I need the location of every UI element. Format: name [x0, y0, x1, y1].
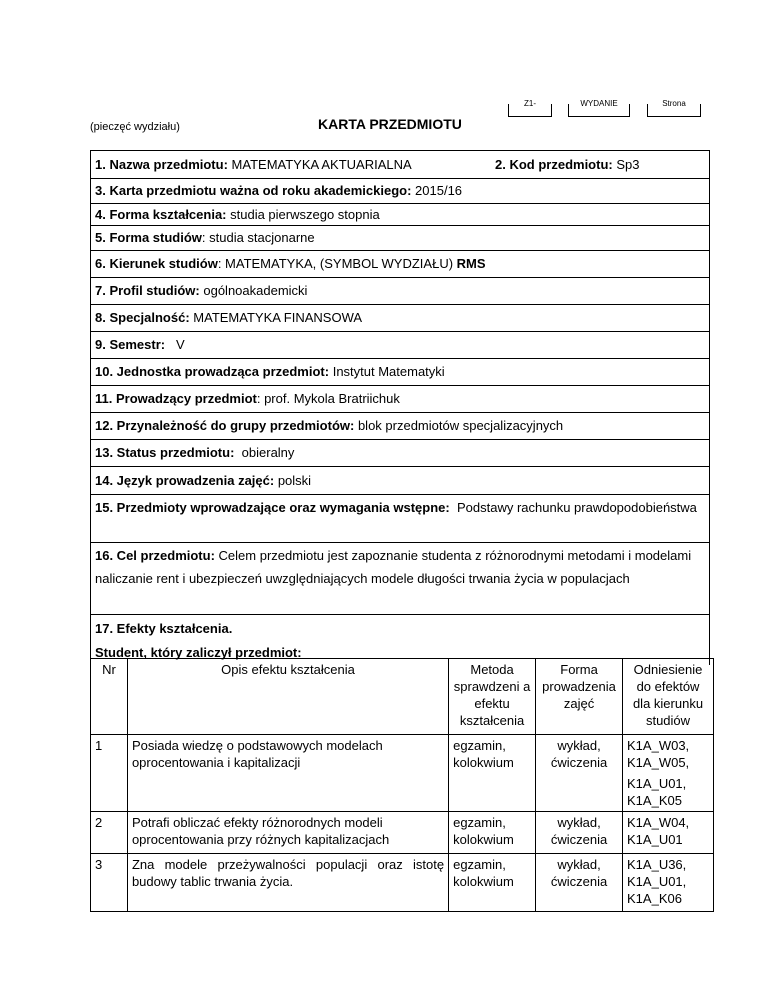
field-11-value: : prof. Mykola Bratriichuk	[256, 391, 400, 406]
field-3-value: 2015/16	[415, 183, 463, 198]
row-3-reference: K1A_U36, K1A_U01, K1A_K06	[623, 854, 714, 912]
field-language	[91, 467, 709, 495]
field-semester	[91, 332, 709, 359]
field-valid-year	[91, 179, 709, 204]
field-education-form	[91, 204, 709, 226]
field-12-label: 12. Przynależność do grupy przedmiotów:	[95, 418, 355, 433]
field-8-label: 8. Specjalność:	[95, 310, 190, 325]
header-box-code	[508, 99, 552, 117]
row-1-description: Posiada wiedzę o podstawowych modelach oprocentowania i kapitalizacji	[127, 735, 448, 812]
col-header-form: Forma prowadzenia zajęć	[536, 659, 623, 735]
field-17-label: 17. Efekty kształcenia.	[95, 621, 233, 636]
row-1-method: egzamin, kolokwium	[449, 735, 536, 812]
field-course-name	[91, 151, 709, 179]
row-2-nr: 2	[91, 812, 128, 854]
header-box-page	[647, 99, 701, 117]
field-13-value: obieralny	[241, 445, 295, 460]
field-10-value: Instytut Matematyki	[332, 364, 445, 379]
field-9-value: V	[175, 337, 185, 352]
field-2-label: 2. Kod przedmiotu:	[495, 156, 613, 172]
row-2-method: egzamin, kolokwium	[449, 812, 536, 854]
field-2-value: Sp3	[616, 156, 640, 172]
field-4-label: 4. Forma kształcenia:	[95, 206, 227, 222]
row-2-form: wykład, ćwiczenia	[536, 812, 623, 854]
field-8-value: MATEMATYKA FINANSOWA	[193, 310, 363, 325]
field-4-value: studia pierwszego stopnia	[230, 206, 380, 222]
row-3-method: egzamin, kolokwium	[449, 854, 536, 912]
field-9-label: 9. Semestr:	[95, 337, 166, 352]
field-1-value: MATEMATYKA AKTUARIALNA	[231, 156, 412, 172]
field-lecturer	[91, 386, 709, 413]
field-6-symbol: RMS	[456, 256, 486, 271]
field-17-subtitle: Student, który zaliczył przedmiot:	[95, 645, 302, 660]
header-box-edition	[568, 99, 630, 117]
table-row	[91, 854, 714, 912]
field-course-group	[91, 413, 709, 440]
course-card-form	[90, 150, 710, 665]
document-title: KARTA PRZEDMIOTU	[318, 116, 462, 132]
row-1-reference	[623, 735, 714, 812]
col-header-method: Metoda sprawdzeni a efektu kształcenia	[449, 659, 536, 735]
header-box-code-text: Z1-	[524, 99, 536, 108]
field-prerequisites	[91, 495, 709, 543]
field-5-label: 5. Forma studiów	[95, 230, 202, 245]
field-7-label: 7. Profil studiów:	[95, 283, 200, 298]
field-7-value: ogólnoakademicki	[203, 283, 308, 298]
table-row	[91, 812, 714, 854]
field-12-value: blok przedmiotów specjalizacyjnych	[357, 418, 564, 433]
field-study-profile	[91, 278, 709, 305]
field-study-form	[91, 226, 709, 251]
col-header-reference: Odniesienie do efektów dla kierunku studiów	[623, 659, 714, 735]
row-1-nr: 1	[91, 735, 128, 812]
field-11-label: 11. Prowadzący przedmiot	[95, 391, 257, 406]
row-2-reference: K1A_W04, K1A_U01	[623, 812, 714, 854]
row-3-nr: 3	[91, 854, 128, 912]
field-course-status	[91, 440, 709, 467]
field-field-of-study	[91, 251, 709, 278]
row-3-form: wykład, ćwiczenia	[536, 854, 623, 912]
faculty-stamp-label: (pieczęć wydziału)	[90, 121, 180, 133]
col-header-description: Opis efektu kształcenia	[127, 659, 448, 735]
field-6-value: : MATEMATYKA, (SYMBOL WYDZIAŁU)	[217, 256, 454, 271]
row-3-description: Zna modele przeżywalności populacji oraz istotę budowy tablic trwania życia.	[127, 854, 448, 912]
row-2-description: Potrafi obliczać efekty różnorodnych modeli oprocentowania przy różnych kapitalizacjach	[127, 812, 448, 854]
field-14-label: 14. Język prowadzenia zajęć:	[95, 472, 275, 488]
col-header-nr: Nr	[91, 659, 128, 735]
field-course-goal	[91, 543, 709, 615]
field-10-label: 10. Jednostka prowadząca przedmiot:	[95, 364, 330, 379]
field-16-label: 16. Cel przedmiotu:	[95, 548, 215, 563]
row-1-reference-a: K1A_W03, K1A_W05,	[627, 738, 690, 770]
field-15-label: 15. Przedmioty wprowadzające oraz wymagania wstępne:	[95, 500, 450, 515]
row-1-form: wykład, ćwiczenia	[536, 735, 623, 812]
field-13-label: 13. Status przedmiotu:	[95, 445, 235, 460]
field-6-label: 6. Kierunek studiów	[95, 256, 218, 271]
table-header-row	[91, 659, 714, 735]
table-row	[91, 735, 714, 812]
field-15-value: Podstawy rachunku prawdopodobieństwa	[456, 500, 697, 515]
field-specialty	[91, 305, 709, 332]
header-box-edition-text: WYDANIE	[580, 99, 618, 108]
field-5-value: : studia stacjonarne	[201, 230, 315, 245]
field-unit	[91, 359, 709, 386]
field-3-label: 3. Karta przedmiotu ważna od roku akademickiego:	[95, 183, 412, 198]
learning-outcomes-table	[90, 658, 714, 912]
field-16-value: Celem przedmiotu jest zapoznanie studenta z różnorodnymi metodami i modelami naliczanie rent i ubezpieczeń uwzględniających modele długości trwania życia w populacjach	[95, 548, 692, 586]
field-1-label: 1. Nazwa przedmiotu:	[95, 156, 228, 172]
header-box-page-text: Strona	[662, 99, 686, 108]
field-14-value: polski	[277, 472, 312, 488]
row-1-reference-b: K1A_U01, K1A_K05	[627, 776, 687, 808]
